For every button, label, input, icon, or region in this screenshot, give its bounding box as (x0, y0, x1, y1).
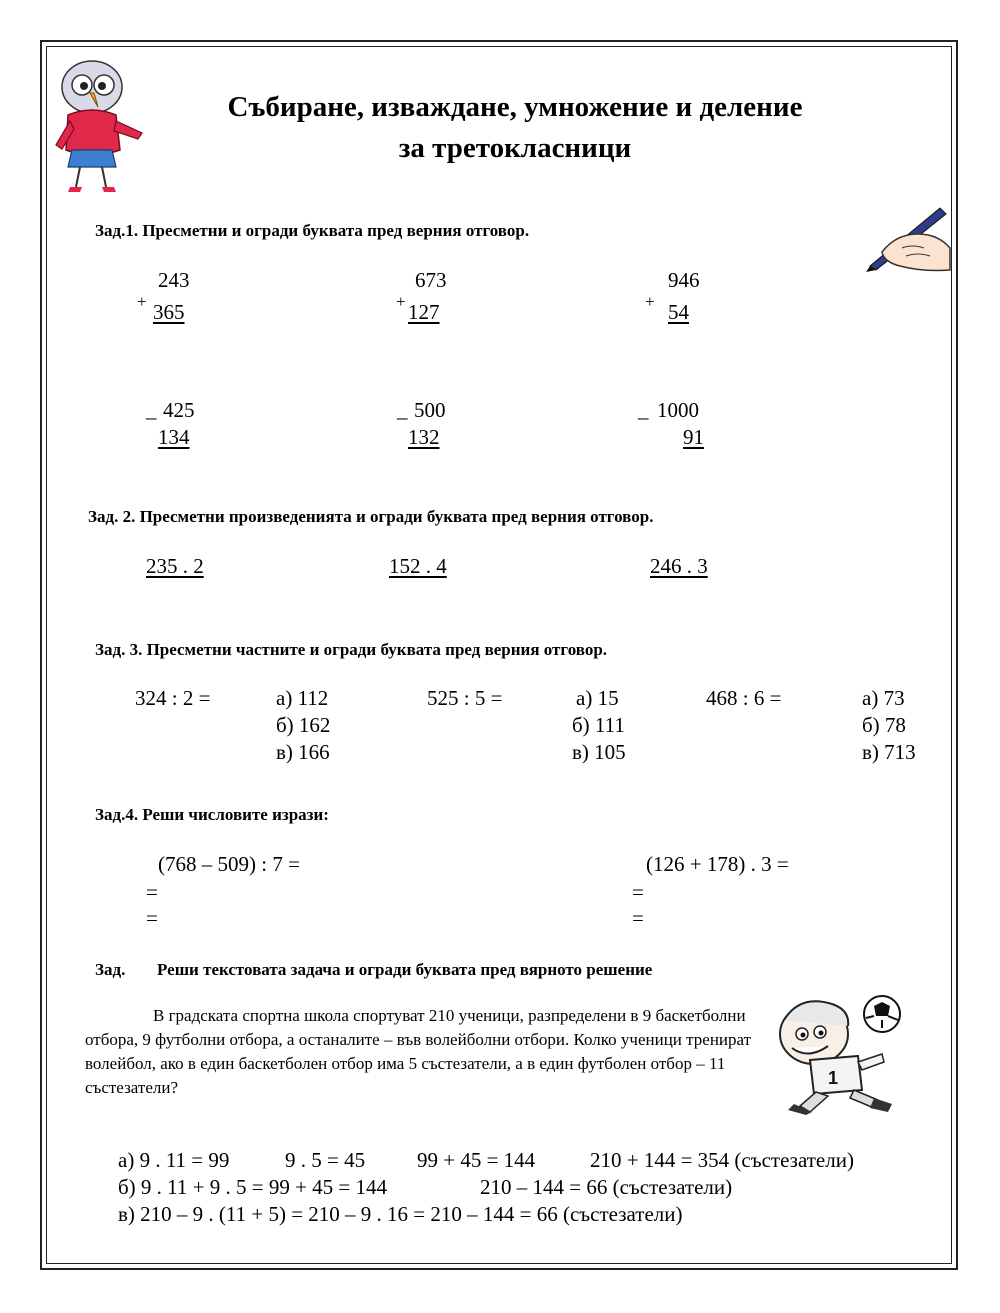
task2-heading: Зад. 2. Пресметни произведенията и огради буквата пред верния отговор. (88, 507, 654, 526)
task3-div2-option-b: б) 111 (572, 713, 625, 737)
task1-sub2-b: 132 (408, 425, 440, 449)
task1-sub1-b: 134 (158, 425, 190, 449)
task1-heading: Зад.1. Пресметни и огради буквата пред верния отговор. (95, 221, 530, 240)
task1-add2-b: 127 (408, 300, 440, 324)
task4-expr2-eq-2: = (632, 906, 644, 930)
task1-add2-op: + (396, 292, 406, 311)
task1-sub3-op: _ (638, 398, 649, 422)
task1-sub3-b: 91 (683, 425, 704, 449)
task5-answer-a-2: 9 . 5 = 45 (285, 1148, 366, 1172)
task3-div3-option-b: б) 78 (862, 713, 906, 737)
task4-expression-1: (768 – 509) : 7 = (158, 852, 300, 876)
task3-div3-option-c: в) 713 (862, 740, 916, 764)
task1-sub2-op: _ (397, 398, 408, 422)
task3-division-2: 525 : 5 = (427, 686, 503, 710)
task1-sub1-op: _ (146, 398, 157, 422)
task4-expression-2: (126 + 178) . 3 = (646, 852, 789, 876)
task4-expr1-eq-2: = (146, 906, 158, 930)
task3-div2-option-a: а) 15 (576, 686, 619, 710)
task5-answer-c-1: в) 210 – 9 . (11 + 5) = 210 – 9 . 16 = 210 – 144 = 66 (състезатели) (118, 1202, 683, 1226)
task3-heading: Зад. 3. Пресметни частните и огради буквата пред верния отговор. (95, 640, 608, 659)
task4-expr1-eq-1: = (146, 880, 158, 904)
task5-answer-a-1: а) 9 . 11 = 99 (118, 1148, 230, 1172)
task3-division-1: 324 : 2 = (135, 686, 211, 710)
task3-div1-option-b: б) 162 (276, 713, 331, 737)
task4-heading: Зад.4. Реши числовите изрази: (95, 805, 329, 824)
task4-expr2-eq-1: = (632, 880, 644, 904)
task1-add1-a: 243 (158, 268, 190, 292)
task2-product-1: 235 . 2 (146, 554, 204, 578)
task3-division-3: 468 : 6 = (706, 686, 782, 710)
task2-product-2: 152 . 4 (389, 554, 447, 578)
task1-sub1-a: 425 (163, 398, 195, 422)
task3-div3-option-a: а) 73 (862, 686, 905, 710)
task1-sub2-a: 500 (414, 398, 446, 422)
task1-add1-op: + (137, 292, 147, 311)
task3-div1-option-a: а) 112 (276, 686, 329, 710)
task1-add3-a: 946 (668, 268, 700, 292)
task3-div1-option-c: в) 166 (276, 740, 330, 764)
task5-answer-a-4: 210 + 144 = 354 (състезатели) (590, 1148, 854, 1172)
task5-word-problem-text: В градската спортна школа спортуват 210 ученици, разпределени в 9 баскетболни отбора, 9 футболни отбора, а останалите – във волейболни отбори. Колко ученици тренират волейбол, ако в един баскетболен отбор има 5 състезатели, а в един футболен отбор – 11 състезатели? (85, 1006, 752, 1097)
task5-answer-a-3: 99 + 45 = 144 (417, 1148, 536, 1172)
task1-add3-op: + (645, 292, 655, 311)
task1-add3-b: 54 (668, 300, 689, 324)
task1-add1-b: 365 (153, 300, 185, 324)
task2-product-3: 246 . 3 (650, 554, 708, 578)
page-title-line-1: Събиране, изваждане, умножение и деление (227, 91, 803, 123)
task5-answer-b-2: 210 – 144 = 66 (състезатели) (480, 1175, 733, 1199)
task5-answer-b-1: б) 9 . 11 + 9 . 5 = 99 + 45 = 144 (118, 1175, 388, 1199)
task3-div2-option-c: в) 105 (572, 740, 626, 764)
task1-add2-a: 673 (415, 268, 447, 292)
hand-writing-illustration (862, 200, 952, 275)
page-title-line-2: за третокласници (398, 132, 632, 164)
task5-label: Зад. (95, 960, 126, 979)
task5-heading: Реши текстовата задача и огради буквата пред вярното решение (157, 960, 653, 979)
soccer-boy-illustration (770, 990, 920, 1115)
task1-sub3-a: 1000 (657, 398, 699, 422)
svg-text:1: 1 (828, 1068, 839, 1088)
